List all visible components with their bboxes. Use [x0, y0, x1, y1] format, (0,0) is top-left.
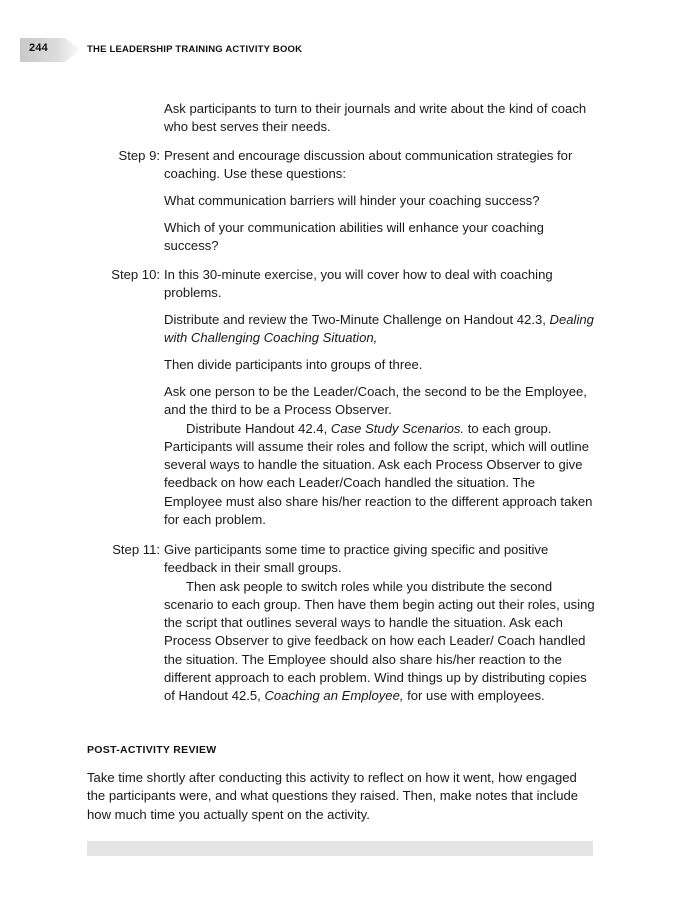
step-10-p2-text: Distribute and review the Two-Minute Challenge on Handout 42.3, [164, 312, 546, 328]
step-10-paragraph-4: Ask one person to be the Leader/Coach, the second to be the Employee, and the third to be a Process Observer. [164, 383, 587, 418]
step-11-text: Give participants some time to practice giving specific and positive feedback in their small groups. [164, 542, 549, 576]
intro-paragraph [164, 100, 596, 137]
handout-42-4-title: Case Study Scenarios. [330, 420, 465, 436]
step-10-body [164, 266, 596, 529]
step-10-text: In this 30-minute exercise, you will cover how to deal with coaching problems. [164, 267, 553, 301]
step-10-p5-pre: Distribute Handout 42.4, [186, 420, 328, 436]
step-9-body [164, 147, 596, 255]
step-11-paragraph-2 [164, 578, 596, 706]
step-10-paragraph-2 [164, 311, 596, 348]
footer-bar [87, 841, 593, 856]
step-10-paragraph-5 [164, 420, 596, 530]
step-11-p2-post: for use with employees. [407, 688, 545, 704]
step-10-label: Step 10: [111, 267, 160, 282]
section-heading-post-activity-review: POST-ACTIVITY REVIEW [87, 744, 217, 756]
step-10-p5-post: to each group. Participants will assume their roles and follow the script, which will outline several ways to handle the situation. Ask each Process Observer to give feedback on how each Leader/Coach handled the situation. The Employee must also share his/her reaction to the different approach taken for each problem. [164, 420, 593, 528]
running-header: THE LEADERSHIP TRAINING ACTIVITY BOOK [87, 44, 303, 55]
step-9-question-2: Which of your communication abilities will enhance your coaching success? [164, 219, 544, 254]
step-9-label: Step 9: [118, 148, 160, 163]
step-11-body [164, 541, 596, 706]
handout-42-5-title: Coaching an Employee, [264, 688, 404, 704]
step-11-p2-pre: Then ask people to switch roles while you distribute the second scenario to each group. Then have them begin acting out their roles, using the script that outlines several ways to handle the situation. Ask each Process Observer to give feedback on how each Leader/ Coach handled the situation. The Employee should also share his/her reaction to the different approach to each problem. Wind things up by distributing copies of Handout 42.5, [164, 578, 595, 704]
step-9-text: Present and encourage discussion about communication strategies for coaching. Use these questions: [164, 148, 573, 182]
handout-42-3-title: Dealing with Challenging Coaching Situation, [164, 312, 594, 346]
step-9-question-1: What communication barriers will hinder your coaching success? [164, 193, 540, 209]
intro-text: Ask participants to turn to their journals and write about the kind of coach who best serves their needs. [164, 101, 587, 135]
review-paragraph: Take time shortly after conducting this activity to reflect on how it went, how engaged the participants were, and what questions they raised. Then, make notes that include how much time you actually spent on the activity. [87, 770, 579, 822]
page-number: 244 [29, 42, 48, 54]
step-10-paragraph-3: Then divide participants into groups of three. [164, 357, 423, 373]
step-11-label: Step 11: [112, 542, 160, 557]
